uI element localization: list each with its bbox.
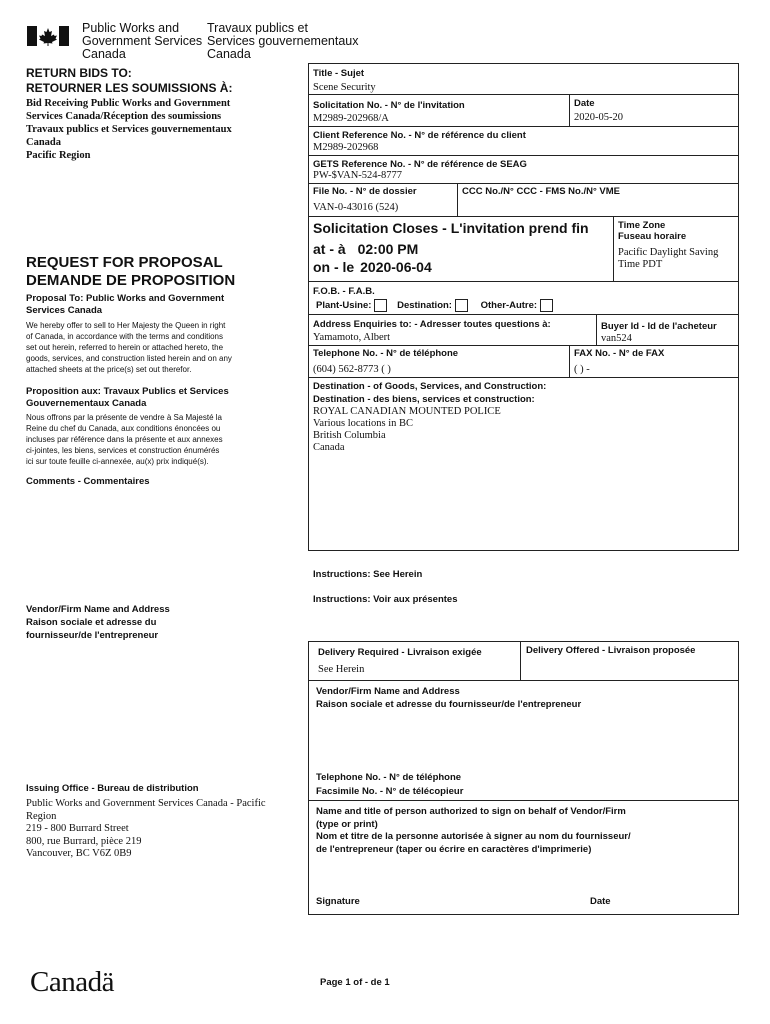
destination-line: ROYAL CANADIAN MOUNTED POLICE [313,406,501,417]
header-en-line: Public Works and [82,21,180,35]
fob-options [316,299,553,312]
client-reference-value: M2989-202968 [313,142,379,153]
authorized-line: (type or print) [316,818,378,830]
offer-fr-line: ici sur toute feuille ci-annexée, au(x) prix indiqué(s). [26,457,209,466]
date-value: 2020-05-20 [574,112,623,123]
ccc-number-label: CCC No./N° CCC - FMS No./N° VME [462,186,621,197]
destination-label-fr: Destination - des biens, services et construction: [313,394,535,405]
fax-value: ( ) - [574,364,590,375]
return-bids-en: RETURN BIDS TO: [26,66,132,80]
vendor-facsimile-label: Facsimile No. - N° de télécopieur [316,786,464,797]
return-address-line: Services Canada/Réception des soumissions [26,111,222,122]
time-zone-label-en: Time Zone [618,220,666,231]
return-bids-heading [26,66,232,96]
offer-en-line: of Canada, in accordance with the terms and conditions [26,332,224,341]
buyer-id-label: Buyer Id - Id de l'acheteur [601,321,717,332]
header-fr-line: Travaux publics et [207,21,308,35]
time-zone-label [618,220,686,242]
date-label: Date [574,98,595,109]
header-english-name [82,22,202,61]
solicitation-number-label: Solicitation No. - N° de l'invitation [313,100,465,111]
buyer-id-value: van524 [601,333,632,344]
gets-reference-label: GETS Reference No. - N° de référence de SEAG [313,159,527,170]
destination-label: Destination: [397,300,452,312]
closing-date [313,259,432,276]
return-address-line: Pacific Region [26,150,91,161]
delivery-offered-label: Delivery Offered - Livraison proposée [526,645,696,656]
vendor-firm-field[interactable] [316,715,731,765]
page-number: Page 1 of - de 1 [320,977,390,988]
proposal-to-line: Services Canada [26,305,103,316]
authorized-line: Name and title of person authorized to sign on behalf of Vendor/Firm [316,806,626,817]
header-fr-line: Services gouvernementaux [207,34,359,48]
delivery-required-label: Delivery Required - Livraison exigée [318,647,482,658]
telephone-value: (604) 562-8773 ( ) [313,364,391,375]
return-address-line: Canada [26,137,62,148]
file-number-value: VAN-0-43016 (524) [313,202,399,213]
vendor-firm-label [316,686,581,710]
issuing-line: 800, rue Burrard, pièce 219 [26,835,142,847]
closing-time [313,241,418,258]
delivery-required-value: See Herein [318,664,365,675]
vendor-name-address-label [26,603,170,642]
destination-value [313,406,501,454]
issuing-line: Region [26,810,57,822]
client-reference-label: Client Reference No. - N° de référence du client [313,130,526,141]
closing-date-value: 2020-06-04 [360,259,432,275]
issuing-line: Public Works and Government Services Canada - Pacific [26,798,266,809]
return-bids-fr: RETOURNER LES SOUMISSIONS À: [26,81,233,95]
proposition-aux [26,386,229,410]
signature-label: Signature [316,896,360,907]
at-label: at - à [313,241,346,257]
proposition-line: Gouvernementaux Canada [26,398,147,409]
plant-label: Plant-Usine: [316,300,372,312]
issuing-office-label: Issuing Office - Bureau de distribution [26,783,199,794]
proposal-to-line: Proposal To: Public Works and Government [26,293,225,304]
issuing-line: Vancouver, BC V6Z 0B9 [26,848,132,859]
destination-line: Canada [313,442,345,453]
offer-en-line: goods, services, and construction listed herein and on any [26,354,232,363]
destination-label-en: Destination - of Goods, Services, and Construction: [313,381,547,392]
offer-en-line: We hereby offer to sell to Her Majesty the Queen in right [26,321,226,330]
proposal-to [26,293,224,317]
canada-flag-icon [27,26,69,46]
offer-fr-line: Reine du chef du Canada, aux conditions énoncées ou [26,424,221,433]
authorized-person-field[interactable] [316,860,731,890]
time-zone-value-line: Time PDT [618,259,663,270]
time-zone-value-line: Pacific Daylight Saving [618,247,719,258]
address-enquiries-label: Address Enquiries to: - Adresser toutes questions à: [313,319,551,330]
other-label: Other-Autre: [480,300,538,312]
offer-en-line: attached sheets at the price(s) set out therefor. [26,365,192,374]
solicitation-closes-heading: Solicitation Closes - L'invitation prend fin [313,220,589,236]
destination-checkbox[interactable] [455,299,468,312]
rfp-heading [26,254,235,290]
rfp-fr: DEMANDE DE PROPOSITION [26,272,236,289]
header-en-line: Government Services [82,34,203,48]
authorized-line: Nom et titre de la personne autorisée à signer au nom du fournisseur/ [316,831,631,842]
return-address [26,97,232,162]
offer-en-line: set out herein, referred to herein or attached hereto, the [26,343,224,352]
offer-fr-line: Nous offrons par la présente de vendre à Sa Majesté la [26,413,222,422]
rfp-en: REQUEST FOR PROPOSAL [26,254,223,271]
plant-checkbox[interactable] [374,299,387,312]
fob-label: F.O.B. - F.A.B. [313,286,375,297]
time-zone-label-fr: Fuseau horaire [618,231,687,242]
issuing-line: 219 - 800 Burrard Street [26,823,129,834]
vendor-firm-label-fr: Raison sociale et adresse du fournisseur/de l'entrepreneur [316,699,582,710]
time-zone-value [618,247,718,271]
instructions-fr: Instructions: Voir aux présentes [313,594,458,605]
proposition-line: Proposition aux: Travaux Publics et Services [26,386,229,397]
comments-label: Comments - Commentaires [26,476,150,487]
issuing-office-address [26,798,266,861]
on-label: on - le [313,259,355,275]
canada-wordmark: Canadä [30,966,114,998]
offer-text-en [26,320,232,375]
fax-label: FAX No. - N° de FAX [574,348,665,359]
other-checkbox[interactable] [540,299,553,312]
return-address-line: Travaux publics et Services gouvernementaux [26,124,232,135]
closing-time-value: 02:00 PM [357,241,419,257]
vendor-label-line: Vendor/Firm Name and Address [26,604,170,615]
gets-reference-value: PW-$VAN-524-8777 [313,170,403,181]
header-fr-line: Canada [207,47,251,61]
destination-line: British Columbia [313,430,386,441]
vendor-label-line: Raison sociale et adresse du [26,617,157,628]
destination-label-block [313,381,546,405]
offer-text-fr [26,412,223,467]
header-french-name [207,22,358,61]
destination-line: Various locations in BC [313,418,414,429]
telephone-label: Telephone No. - N° de téléphone [313,348,459,359]
offer-fr-line: incluses par référence dans la présente et aux annexes [26,435,223,444]
title-label: Title - Sujet [313,68,365,79]
return-address-line: Bid Receiving Public Works and Government [26,98,231,109]
solicitation-number-value: M2989-202968/A [313,113,389,124]
header-en-line: Canada [82,47,126,61]
title-value: Scene Security [313,82,376,93]
authorized-line: de l'entrepreneur (taper ou écrire en caractères d'imprimerie) [316,843,592,855]
address-enquiries-value: Yamamoto, Albert [313,332,391,343]
vendor-label-line: fournisseur/de l'entrepreneur [26,630,159,641]
signature-date-label: Date [590,896,611,907]
instructions-en: Instructions: See Herein [313,569,423,580]
vendor-firm-label-en: Vendor/Firm Name and Address [316,686,460,697]
authorized-person-label [316,806,631,856]
offer-fr-line: ci-jointes, les biens, services et construction énumérés [26,446,220,455]
vendor-telephone-label: Telephone No. - N° de téléphone [316,772,462,783]
file-number-label: File No. - N° de dossier [313,186,417,197]
